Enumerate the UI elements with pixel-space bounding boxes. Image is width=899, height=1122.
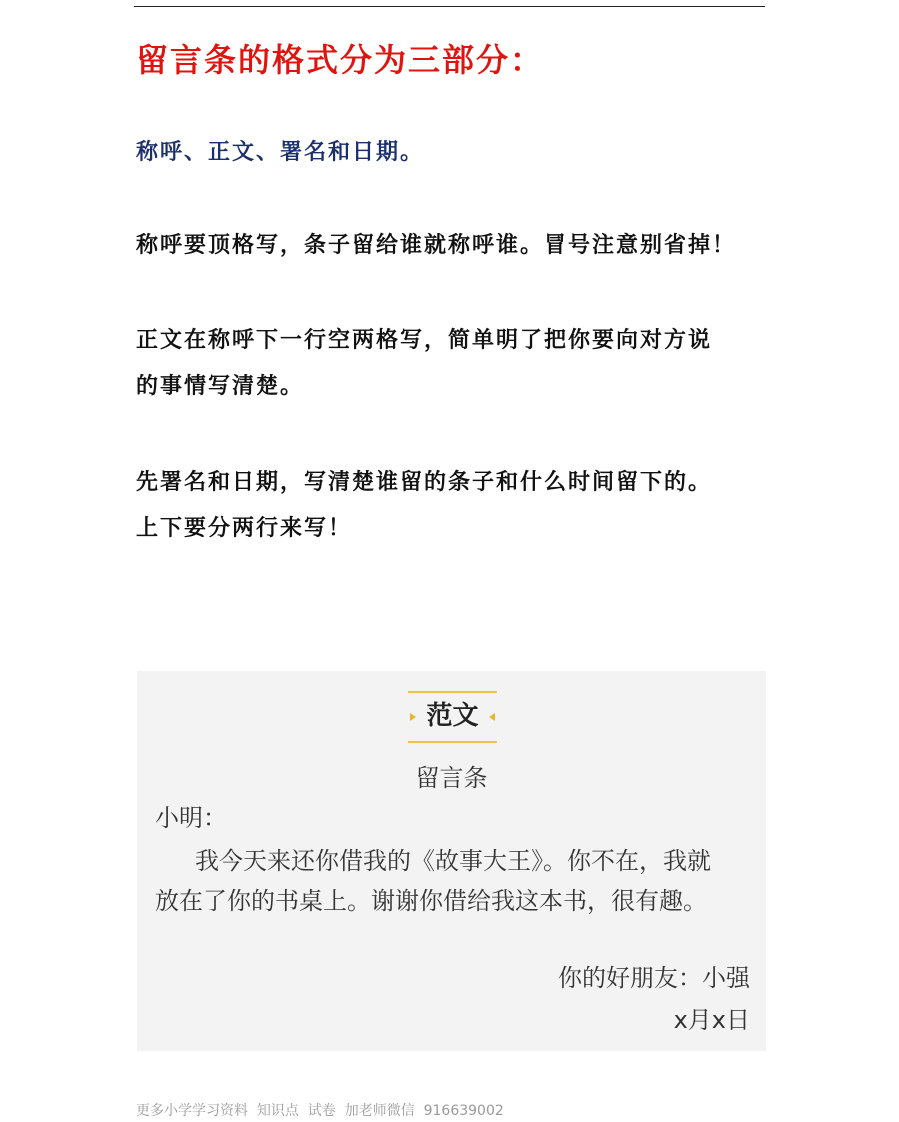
note-body	[155, 841, 755, 921]
signature-rule-line-1: 先署名和日期，写清楚谁留的条子和什么时间留下的。	[136, 470, 713, 495]
page-heading: 留言条的格式分为三部分：	[136, 41, 545, 79]
note-title: 留言条	[415, 764, 488, 792]
body-rule-line-2: 的事情写清楚。	[136, 374, 305, 399]
body-rule-paragraph	[136, 318, 712, 410]
note-date: x月x日	[673, 1006, 750, 1034]
sample-note-image	[137, 671, 766, 1051]
note-body-line-2: 放在了你的书桌上。谢谢你借给我这本书，很有趣。	[155, 887, 707, 915]
note-signature: 你的好朋友：小强	[558, 964, 750, 992]
signature-rule-line-2: 上下要分两行来写！	[136, 516, 353, 541]
sample-badge	[408, 691, 497, 743]
badge-right-arrow-icon	[489, 713, 495, 721]
note-salutation: 小明：	[155, 804, 227, 832]
sample-badge-label: 范文	[426, 701, 479, 731]
note-body-line-1: 我今天来还你借我的《故事大王》。你不在，我就	[195, 847, 711, 875]
top-divider	[134, 6, 765, 7]
body-rule-line-1: 正文在称呼下一行空两格写，简单明了把你要向对方说	[136, 328, 713, 353]
format-parts-paragraph: 称呼、正文、署名和日期。	[136, 140, 425, 165]
salutation-rule-paragraph: 称呼要顶格写，条子留给谁就称呼谁。冒号注意别省掉！	[136, 233, 737, 258]
footer-note: 更多小学学习资料 知识点 试卷 加老师微信 916639002	[136, 1103, 504, 1119]
signature-rule-paragraph	[136, 460, 712, 552]
